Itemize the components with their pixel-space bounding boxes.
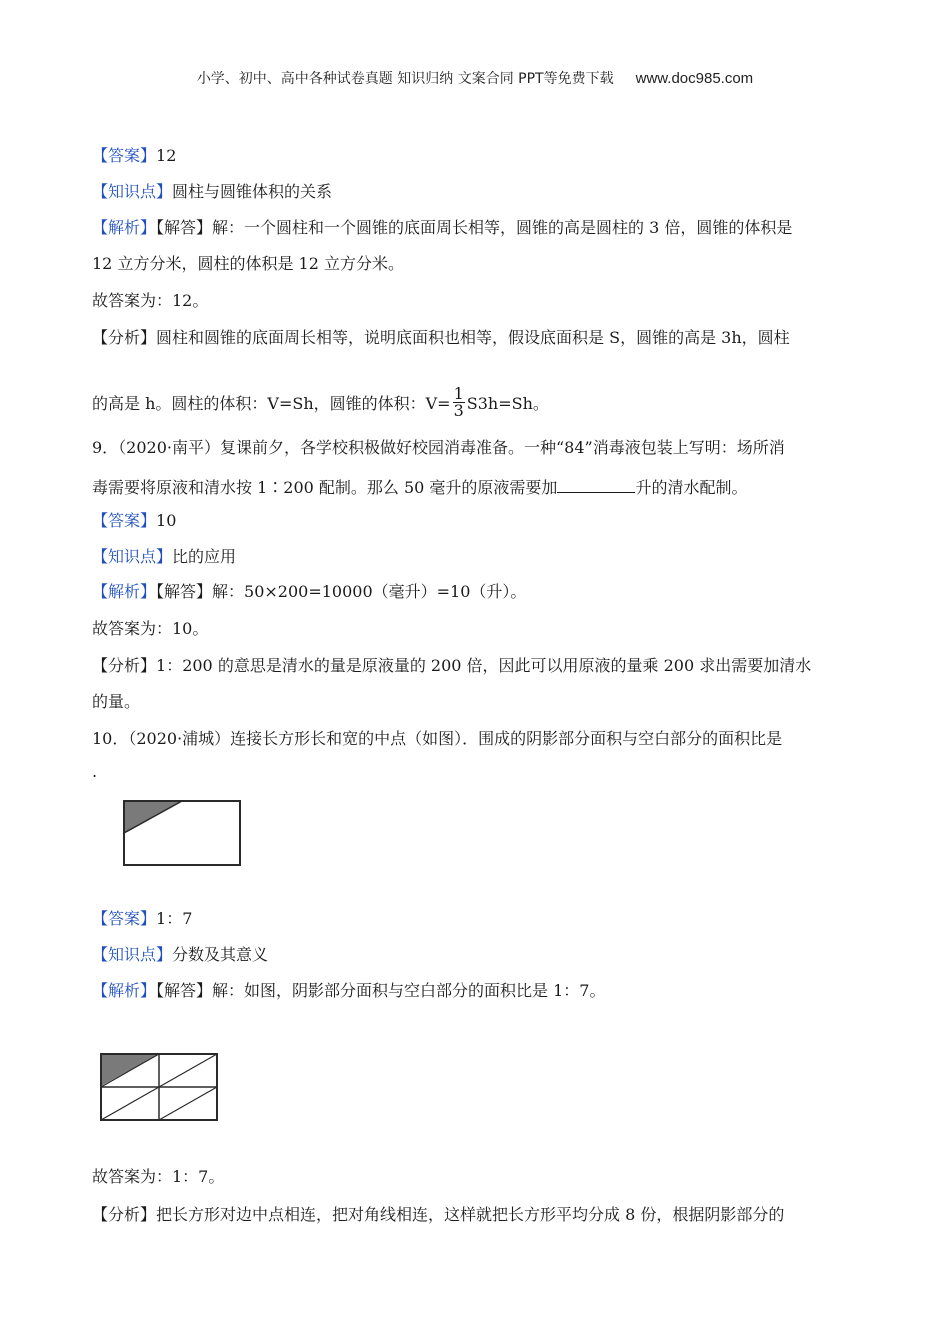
fraction-denominator: 3: [453, 401, 464, 420]
answer-value: 1：7: [156, 909, 193, 928]
q8-fenxi-line1: [92, 328, 790, 348]
divided-rectangle-figure: [97, 1050, 223, 1126]
fraction-numerator: 1: [453, 384, 464, 403]
diagonal-line: [159, 1087, 217, 1120]
fenxi-text-a: 的高是 h。圆柱的体积：V=Sh，圆锥的体积：V=: [92, 394, 451, 413]
fenxi-tag: 【分析】: [92, 1205, 157, 1224]
q8-fenxi-line2: [92, 384, 549, 421]
answer-value: 12: [156, 146, 177, 165]
answer-blank[interactable]: [557, 476, 635, 493]
knowledge-tag: 【知识点】: [92, 182, 173, 201]
fenxi-text: 圆柱和圆锥的底面周长相等，说明底面积也相等，假设底面积是 S，圆锥的高是 3h，圆柱: [156, 328, 790, 347]
header-text: 小学、初中、高中各种试卷真题 知识归纳 文案合同 PPT等免费下载: [196, 71, 614, 87]
q9-question-line2: [92, 476, 747, 498]
q8-answer: [92, 146, 176, 166]
q9-fenxi-line1: [92, 656, 811, 676]
answer-value: 10: [156, 511, 177, 530]
answer-tag: 【答案】: [92, 909, 157, 928]
knowledge-value: 比的应用: [172, 547, 237, 566]
fenxi-text: 1：200 的意思是清水的量是原液量的 200 倍，因此可以用原液的量乘 200 求出需要加清水: [156, 656, 812, 675]
q10-knowledge-point: [92, 945, 268, 965]
diagonal-line: [101, 1087, 159, 1120]
q10-answer: [92, 909, 192, 929]
q9-text-a: 毒需要将原液和清水按 1∶200 配制。那么 50 毫升的原液需要加: [92, 478, 558, 497]
q9-question-line1: 9．（2020·南平）复课前夕，各学校积极做好校园消毒准备。一种“84”消毒液包装上写明：场所消: [92, 438, 785, 457]
analysis-text: 【解答】解：一个圆柱和一个圆锥的底面周长相等，圆锥的高是圆柱的 3 倍，圆锥的体积是: [156, 218, 793, 237]
q9-fenxi-line2: 的量。: [92, 692, 141, 711]
q10-fenxi-line1: [92, 1205, 784, 1225]
analysis-text: 【解答】解：如图，阴影部分面积与空白部分的面积比是 1：7。: [156, 981, 606, 1000]
q9-knowledge-point: [92, 547, 236, 567]
q9-conclusion: 故答案为：10。: [92, 619, 209, 638]
diagonal-line: [159, 1054, 217, 1087]
analysis-text: 【解答】解：50×200=10000（毫升）=10（升）。: [156, 582, 527, 601]
analysis-tag: 【解析】: [92, 981, 157, 1000]
fenxi-tag: 【分析】: [92, 328, 157, 347]
page-header: [0, 68, 950, 88]
q8-analysis-line2: 12 立方分米，圆柱的体积是 12 立方分米。: [92, 254, 404, 273]
q10-question-line2: .: [92, 762, 98, 781]
q8-conclusion: 故答案为：12。: [92, 291, 209, 310]
rectangle-figure: [120, 797, 246, 869]
analysis-tag: 【解析】: [92, 582, 157, 601]
answer-tag: 【答案】: [92, 146, 157, 165]
fraction-one-third: [453, 386, 465, 419]
q9-analysis: [92, 582, 526, 602]
knowledge-tag: 【知识点】: [92, 945, 173, 964]
analysis-tag: 【解析】: [92, 218, 157, 237]
knowledge-value: 圆柱与圆锥体积的关系: [172, 182, 333, 201]
q10-analysis: [92, 981, 605, 1001]
q10-question-line1: 10．（2020·浦城）连接长方形长和宽的中点（如图）．围成的阴影部分面积与空白部分的面积比是: [92, 729, 783, 748]
fenxi-tag: 【分析】: [92, 656, 157, 675]
answer-tag: 【答案】: [92, 511, 157, 530]
q8-knowledge-point: [92, 182, 332, 202]
q10-conclusion: 故答案为：1：7。: [92, 1167, 225, 1186]
fenxi-text-b: S3h=Sh。: [466, 394, 549, 413]
knowledge-tag: 【知识点】: [92, 547, 173, 566]
q9-answer: [92, 511, 176, 531]
q8-analysis-line1: [92, 218, 792, 238]
fenxi-text: 把长方形对边中点相连，把对角线相连，这样就把长方形平均分成 8 份，根据阴影部分的: [156, 1205, 785, 1224]
header-site-link[interactable]: www.doc985.com: [635, 70, 754, 87]
q9-text-b: 升的清水配制。: [635, 478, 748, 497]
knowledge-value: 分数及其意义: [172, 945, 269, 964]
